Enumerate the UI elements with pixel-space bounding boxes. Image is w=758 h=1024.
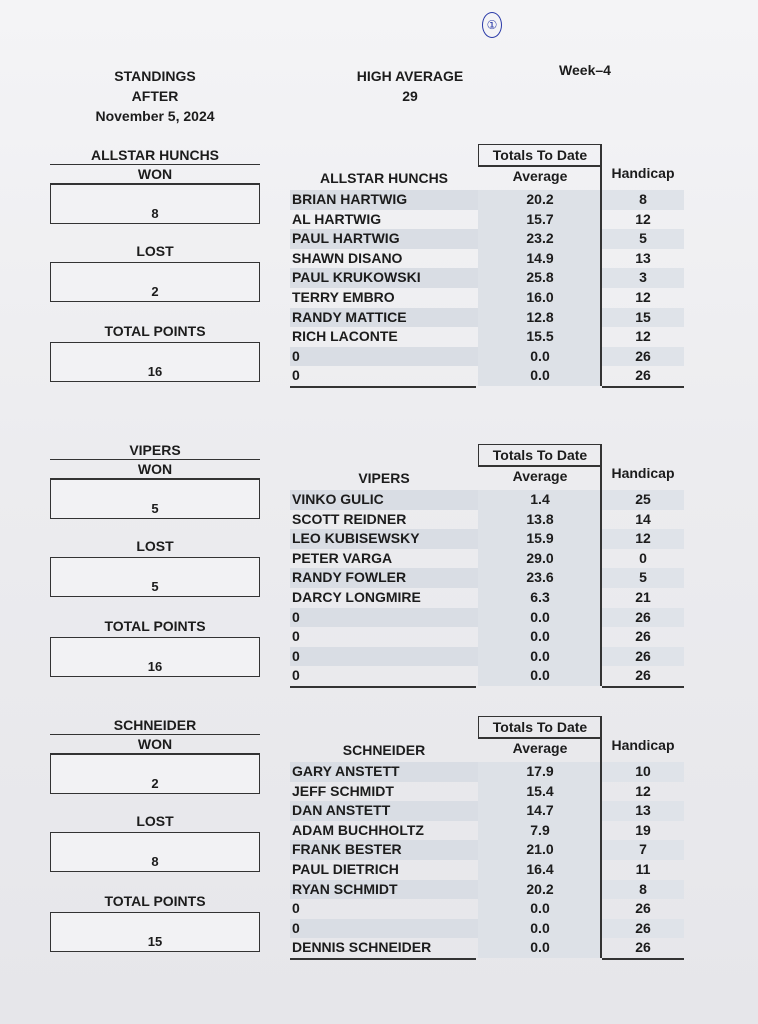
- won-label: WON: [50, 460, 260, 479]
- player-average: 1.4: [530, 491, 550, 507]
- total-points-box: [50, 912, 260, 952]
- handicap-bottom-rule: [602, 686, 684, 688]
- player-handicap: 12: [635, 288, 651, 305]
- standings-date: November 5, 2024: [95, 108, 215, 124]
- team-summary-title: ALLSTAR HUNCHS: [50, 146, 260, 165]
- player-average: 0.0: [530, 628, 550, 645]
- team-3-summary: [50, 716, 260, 956]
- player-average: 0.0: [530, 608, 550, 625]
- won-value: 5: [151, 501, 159, 516]
- player-handicap: 11: [635, 860, 651, 877]
- high-average-heading: [330, 66, 490, 106]
- player-average: 15.7: [526, 210, 554, 227]
- lost-box: [50, 557, 260, 597]
- player-name: 0: [290, 647, 478, 667]
- standings-line2: AFTER: [131, 88, 179, 104]
- player-handicap: 15: [602, 308, 684, 328]
- player-average: 0.0: [530, 347, 550, 364]
- lost-label: LOST: [136, 538, 174, 554]
- lost-value: 5: [151, 579, 159, 594]
- player-average: 0.0: [530, 647, 550, 664]
- totals-to-date-header: Totals To Date: [478, 144, 602, 165]
- team-summary-title: VIPERS: [50, 441, 260, 460]
- player-name: 0: [290, 608, 478, 628]
- player-name: BRIAN HARTWIG: [290, 190, 478, 210]
- player-handicap: 21: [635, 588, 651, 605]
- player-handicap: 26: [635, 367, 651, 384]
- player-handicap: 12: [635, 328, 651, 345]
- total-points-value: 15: [147, 934, 163, 949]
- total-points-label: TOTAL POINTS: [104, 618, 206, 634]
- player-handicap: 12: [602, 529, 684, 549]
- player-average: 16.0: [526, 288, 554, 305]
- player-name: PAUL DIETRICH: [292, 860, 399, 877]
- roster-team-name: SCHNEIDER: [342, 742, 426, 758]
- player-name: DENNIS SCHNEIDER: [292, 939, 432, 956]
- player-average: 25.8: [526, 269, 554, 286]
- player-average: 13.8: [526, 510, 554, 527]
- player-average: 7.9: [530, 821, 550, 838]
- won-box: [50, 479, 260, 519]
- player-handicap: 8: [602, 190, 684, 210]
- column-divider: [600, 716, 602, 958]
- player-handicap: 25: [602, 490, 684, 510]
- player-average: 15.9: [526, 530, 554, 547]
- player-name: GARY ANSTETT: [290, 762, 478, 782]
- player-handicap: 3: [602, 268, 684, 288]
- total-points-value: 16: [147, 364, 163, 379]
- lost-label: LOST: [136, 243, 174, 259]
- player-average: 14.7: [526, 802, 554, 819]
- totals-to-date-header: Totals To Date: [478, 716, 602, 737]
- player-average: 6.3: [530, 588, 550, 605]
- player-average: 12.8: [526, 308, 554, 325]
- player-average: 0.0: [530, 900, 550, 917]
- handicap-header: Handicap: [611, 165, 675, 181]
- player-handicap: 10: [602, 762, 684, 782]
- won-value: 8: [151, 206, 159, 221]
- player-name: DAN ANSTETT: [290, 801, 478, 821]
- lost-box: [50, 832, 260, 872]
- column-divider: [600, 444, 602, 686]
- player-handicap: 26: [635, 667, 651, 684]
- player-name: FRANK BESTER: [290, 840, 478, 860]
- player-name: VINKO GULIC: [290, 490, 478, 510]
- player-name: RANDY FOWLER: [290, 568, 478, 588]
- player-handicap: 8: [602, 880, 684, 900]
- total-points-label: TOTAL POINTS: [104, 893, 206, 909]
- player-name: 0: [292, 900, 300, 917]
- player-name: PETER VARGA: [292, 549, 393, 566]
- names-bottom-rule: [290, 386, 476, 388]
- high-average-label: HIGH AVERAGE: [356, 68, 464, 84]
- player-handicap: 26: [602, 647, 684, 667]
- handicap-header: Handicap: [611, 737, 675, 753]
- handicap-bottom-rule: [602, 958, 684, 960]
- totals-to-date-header: Totals To Date: [478, 444, 602, 465]
- team-1-summary: [50, 146, 260, 386]
- week-label: Week–4: [559, 62, 611, 78]
- roster-team-name: VIPERS: [358, 470, 410, 486]
- player-name: RYAN SCHMIDT: [290, 880, 478, 900]
- player-name: PAUL HARTWIG: [290, 229, 478, 249]
- lost-value: 8: [151, 854, 159, 869]
- player-handicap: 26: [602, 919, 684, 939]
- player-average: 20.2: [526, 191, 554, 207]
- player-name: 0: [292, 367, 300, 384]
- total-points-value: 16: [147, 659, 163, 674]
- player-handicap: 26: [635, 939, 651, 956]
- handicap-bottom-rule: [602, 386, 684, 388]
- player-handicap: 7: [602, 840, 684, 860]
- high-average-value: 29: [402, 88, 418, 104]
- player-name: LEO KUBISEWSKY: [290, 529, 478, 549]
- team-2-roster-table: [290, 444, 684, 689]
- player-handicap: 26: [635, 900, 651, 917]
- player-average: 29.0: [526, 549, 554, 566]
- team-summary-title: SCHNEIDER: [50, 716, 260, 735]
- team-3-roster-table: [290, 716, 684, 961]
- player-name: DARCY LONGMIRE: [292, 588, 421, 605]
- player-handicap: 5: [602, 229, 684, 249]
- player-name: AL HARTWIG: [292, 210, 382, 227]
- page-number-mark: ①: [482, 12, 502, 38]
- won-label: WON: [50, 165, 260, 184]
- handicaps-column: [602, 190, 684, 386]
- player-average: 16.4: [526, 860, 554, 877]
- player-average: 0.0: [530, 919, 550, 936]
- player-handicap: 12: [635, 210, 651, 227]
- averages-column: [478, 762, 602, 958]
- lost-label: LOST: [136, 813, 174, 829]
- player-handicap: 26: [635, 628, 651, 645]
- player-name: ADAM BUCHHOLTZ: [292, 821, 424, 838]
- player-average: 15.5: [526, 328, 554, 345]
- player-average: 0.0: [530, 939, 550, 956]
- player-names-column: [290, 762, 478, 958]
- team-1-roster-table: [290, 144, 684, 389]
- player-name: JEFF SCHMIDT: [292, 782, 394, 799]
- player-names-column: [290, 490, 478, 686]
- player-handicap: 26: [602, 608, 684, 628]
- player-handicap: 26: [602, 347, 684, 367]
- handicaps-column: [602, 762, 684, 958]
- player-name: RANDY MATTICE: [290, 308, 478, 328]
- player-average: 14.9: [526, 249, 554, 266]
- player-name: RICH LACONTE: [292, 328, 398, 345]
- player-average: 15.4: [526, 782, 554, 799]
- names-bottom-rule: [290, 958, 476, 960]
- player-name: 0: [290, 347, 478, 367]
- lost-value: 2: [151, 284, 159, 299]
- player-average: 23.2: [526, 230, 554, 247]
- average-header: Average: [512, 168, 568, 184]
- averages-column: [478, 490, 602, 686]
- player-names-column: [290, 190, 478, 386]
- handicaps-column: [602, 490, 684, 686]
- player-name: SHAWN DISANO: [292, 249, 403, 266]
- standings-line1: STANDINGS: [114, 68, 196, 84]
- column-divider: [600, 144, 602, 386]
- lost-box: [50, 262, 260, 302]
- player-name: TERRY EMBRO: [292, 288, 395, 305]
- player-handicap: 14: [635, 510, 651, 527]
- roster-team-name: ALLSTAR HUNCHS: [319, 170, 449, 186]
- average-header: Average: [512, 468, 568, 484]
- player-handicap: 5: [602, 568, 684, 588]
- player-average: 0.0: [530, 667, 550, 684]
- player-name: 0: [290, 919, 478, 939]
- names-bottom-rule: [290, 686, 476, 688]
- team-2-summary: [50, 441, 260, 681]
- handicap-header: Handicap: [611, 465, 675, 481]
- player-average: 0.0: [530, 367, 550, 384]
- player-handicap: 0: [639, 549, 647, 566]
- player-handicap: 13: [635, 249, 651, 266]
- averages-column: [478, 190, 602, 386]
- player-average: 21.0: [526, 841, 554, 858]
- standings-heading: [80, 66, 230, 126]
- player-name: 0: [292, 667, 300, 684]
- player-average: 17.9: [526, 763, 554, 779]
- won-label: WON: [50, 735, 260, 754]
- average-header: Average: [512, 740, 568, 756]
- player-name: SCOTT REIDNER: [292, 510, 407, 527]
- player-handicap: 19: [635, 821, 651, 838]
- total-points-box: [50, 637, 260, 677]
- player-handicap: 13: [602, 801, 684, 821]
- player-name: 0: [292, 628, 300, 645]
- won-value: 2: [151, 776, 159, 791]
- total-points-label: TOTAL POINTS: [104, 323, 206, 339]
- player-average: 20.2: [526, 880, 554, 897]
- won-box: [50, 754, 260, 794]
- player-name: PAUL KRUKOWSKI: [290, 268, 478, 288]
- player-average: 23.6: [526, 569, 554, 586]
- won-box: [50, 184, 260, 224]
- total-points-box: [50, 342, 260, 382]
- player-handicap: 12: [635, 782, 651, 799]
